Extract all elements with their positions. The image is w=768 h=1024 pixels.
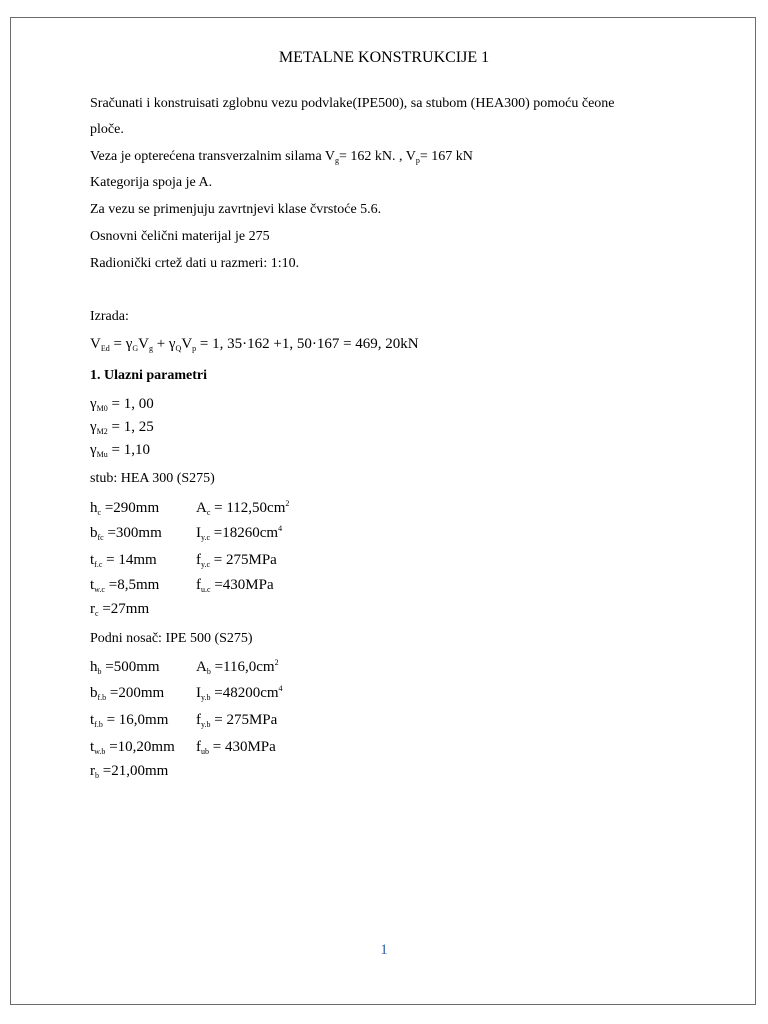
param-symbol: b	[90, 685, 98, 701]
gamma-g-symbol: = γ	[109, 336, 133, 352]
drawing-scale-line: Radionički crtež dati u razmeri: 1:10.	[90, 256, 300, 271]
column-heading: stub: HEA 300 (S275)	[90, 471, 215, 486]
param-symbol: b	[90, 525, 98, 541]
beam-heading: Podni nosač: IPE 500 (S275)	[90, 631, 253, 646]
param-value: = 14mm	[102, 552, 157, 568]
beam-row-5	[90, 762, 168, 780]
gamma-mu-subscript: Mu	[96, 450, 108, 459]
param-value: =21,00mm	[99, 763, 169, 779]
gamma-m0-subscript: M0	[96, 404, 108, 413]
param-value: =8,5mm	[104, 577, 160, 593]
param-superscript: 2	[274, 658, 279, 667]
load-line	[90, 148, 473, 166]
ved-symbol: V	[90, 336, 101, 352]
param-superscript: 2	[285, 499, 290, 508]
column-tw-param	[90, 576, 196, 594]
beam-a-param	[196, 658, 279, 676]
param-subscript: b	[206, 667, 211, 676]
gamma-q-symbol: + γ	[152, 336, 176, 352]
param-subscript: b	[95, 771, 99, 780]
param-symbol: h	[90, 659, 98, 675]
document-title: METALNE KONSTRUKCIJE 1	[278, 49, 490, 66]
param-subscript: w.b	[94, 747, 106, 756]
beam-tf-param	[90, 711, 196, 729]
gamma-m2-value: = 1, 25	[107, 419, 154, 435]
param-subscript: ub	[201, 747, 209, 756]
beam-fu-param	[196, 738, 276, 756]
beam-row-4	[90, 738, 276, 756]
vg-eq-subscript: g	[148, 344, 153, 353]
param-value: = 275MPa	[210, 552, 277, 568]
beam-fy-param	[196, 711, 277, 729]
section-1-heading: 1. Ulazni parametri	[90, 368, 208, 383]
task-line-1: Sračunati i konstruisati zglobnu vezu podvlake(IPE500), sa stubom (HEA300) pomoću čeone	[90, 96, 615, 111]
param-subscript: y.c	[201, 533, 211, 542]
beam-row-2	[90, 684, 283, 702]
vp-value: = 167 kN	[419, 149, 473, 164]
column-row-3	[90, 551, 277, 569]
column-row-2	[90, 524, 282, 542]
page-number: 1	[380, 942, 388, 958]
param-value: =48200cm	[210, 685, 279, 701]
gamma-m0-line	[90, 395, 154, 413]
param-symbol: t	[90, 552, 95, 568]
param-subscript: b	[97, 667, 102, 676]
param-symbol: I	[196, 525, 201, 541]
param-value: = 16,0mm	[102, 712, 169, 728]
column-fy-param	[196, 551, 277, 569]
beam-tw-param	[90, 738, 196, 756]
param-value: =10,20mm	[105, 739, 175, 755]
param-symbol: t	[90, 577, 95, 593]
param-symbol: f	[196, 712, 201, 728]
param-subscript: f.c	[94, 560, 103, 569]
column-row-1	[90, 499, 289, 517]
param-symbol: r	[90, 601, 95, 617]
param-subscript: c	[206, 508, 211, 517]
column-fu-param	[196, 576, 274, 594]
param-symbol: A	[196, 500, 207, 516]
task-line-2: ploče.	[90, 122, 124, 137]
param-subscript: y.b	[201, 693, 211, 702]
param-value: =116,0cm	[210, 659, 275, 675]
column-row-4	[90, 576, 274, 594]
beam-h-param	[90, 658, 196, 676]
gamma-m0-value: = 1, 00	[107, 396, 154, 412]
param-value: =430MPa	[210, 577, 274, 593]
param-value: =300mm	[103, 525, 162, 541]
param-symbol: I	[196, 685, 201, 701]
param-value: =290mm	[101, 500, 160, 516]
gamma-q-subscript: Q	[175, 344, 182, 353]
beam-row-3	[90, 711, 277, 729]
param-value: =18260cm	[210, 525, 279, 541]
vp-eq-subscript: p	[192, 344, 197, 353]
gamma-m2-subscript: M2	[96, 427, 108, 436]
gamma-m2-line	[90, 418, 154, 436]
param-subscript: y.c	[201, 560, 211, 569]
beam-b-param	[90, 684, 196, 702]
param-symbol: A	[196, 659, 207, 675]
ved-equation	[90, 335, 419, 353]
param-value: = 112,50cm	[210, 500, 286, 516]
param-subscript: y.b	[201, 720, 211, 729]
param-value: =200mm	[106, 685, 165, 701]
izrada-label: Izrada:	[90, 309, 129, 324]
param-subscript: u.c	[201, 585, 211, 594]
vp-symbol: V	[181, 336, 193, 352]
gamma-mu-value: = 1,10	[107, 442, 150, 458]
gamma-m0-symbol: γ	[90, 396, 97, 412]
beam-i-param	[196, 684, 283, 702]
param-subscript: w.c	[94, 585, 105, 594]
param-symbol: f	[196, 739, 201, 755]
ved-result: = 1, 35·162 +1, 50·167 = 469, 20kN	[196, 336, 419, 352]
param-superscript: 4	[278, 684, 283, 693]
category-line: Kategorija spoja je A.	[90, 175, 213, 190]
material-line: Osnovni čelični materijal je 275	[90, 229, 270, 244]
column-row-5	[90, 600, 149, 618]
vg-subscript: g	[335, 156, 340, 165]
param-subscript: c	[95, 609, 99, 618]
param-subscript: f.b	[97, 693, 107, 702]
param-subscript: f.b	[94, 720, 103, 729]
param-subscript: fc	[97, 533, 104, 542]
column-r-param	[90, 601, 149, 617]
param-symbol: f	[196, 577, 201, 593]
bolts-line: Za vezu se primenjuju zavrtnjevi klase čvrstoće 5.6.	[90, 202, 382, 217]
param-value: = 275MPa	[210, 712, 278, 728]
gamma-mu-symbol: γ	[90, 442, 97, 458]
param-value: = 430MPa	[209, 739, 276, 755]
vg-symbol: V	[138, 336, 149, 352]
param-symbol: r	[90, 763, 95, 779]
beam-row-1	[90, 658, 279, 676]
gamma-m2-symbol: γ	[90, 419, 97, 435]
param-symbol: f	[196, 552, 201, 568]
column-tf-param	[90, 551, 196, 569]
load-prefix: Veza je opterećena transverzalnim silama V	[90, 149, 336, 164]
param-subscript: c	[97, 508, 102, 517]
column-i-param	[196, 524, 282, 542]
gamma-g-subscript: G	[132, 344, 139, 353]
ved-subscript: Ed	[100, 344, 110, 353]
param-symbol: h	[90, 500, 98, 516]
param-symbol: t	[90, 739, 95, 755]
param-superscript: 4	[278, 524, 283, 533]
param-value: =500mm	[101, 659, 160, 675]
column-a-param	[196, 499, 289, 517]
column-b-param	[90, 524, 196, 542]
param-symbol: t	[90, 712, 95, 728]
beam-r-param	[90, 763, 168, 779]
column-h-param	[90, 499, 196, 517]
vg-value: = 162 kN. , V	[339, 149, 416, 164]
vp-subscript: p	[415, 156, 420, 165]
gamma-mu-line	[90, 441, 150, 459]
param-value: =27mm	[98, 601, 150, 617]
